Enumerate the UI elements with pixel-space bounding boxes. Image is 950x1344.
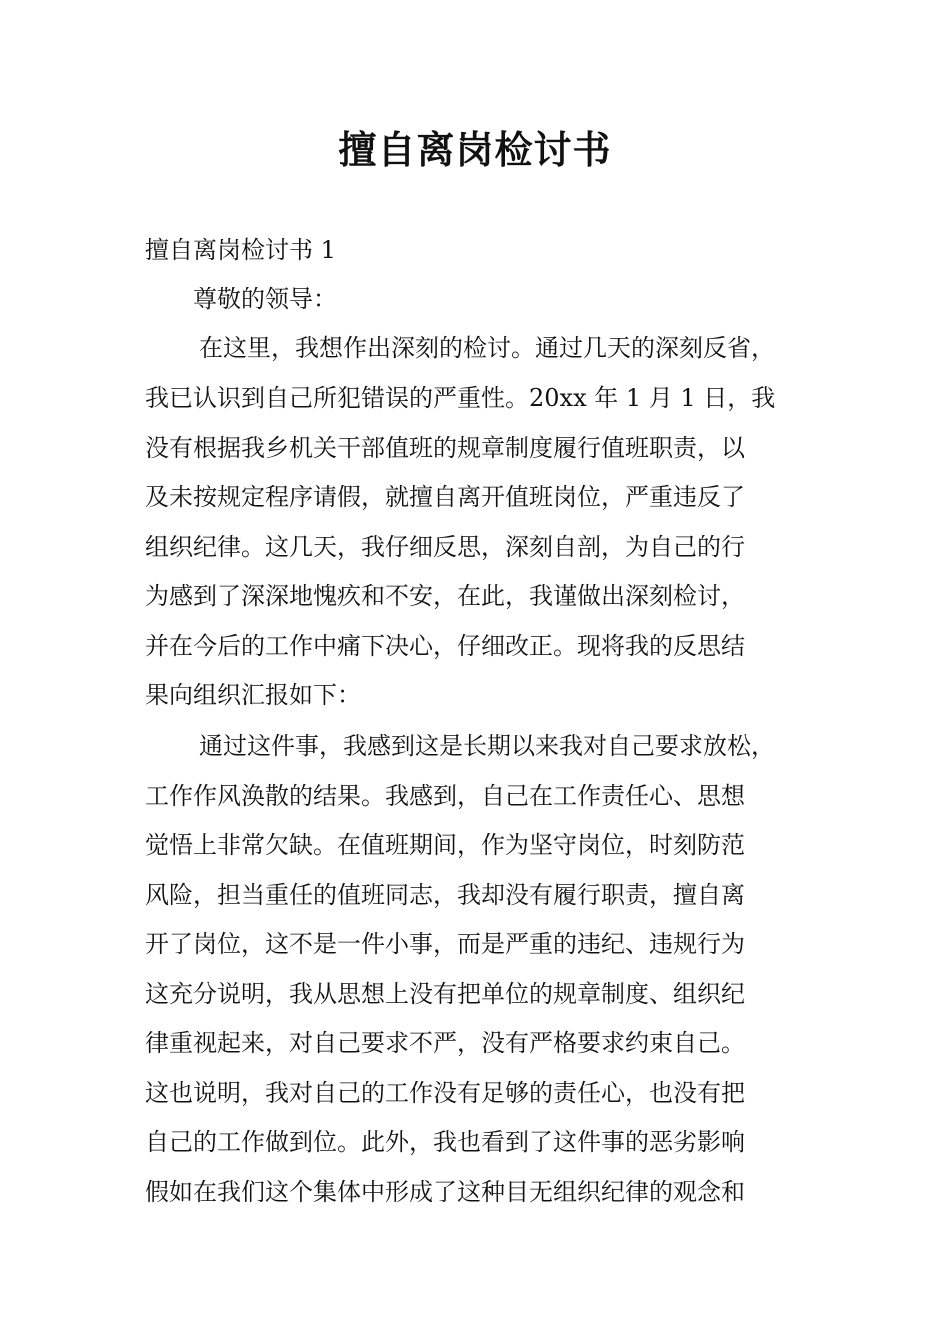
paragraph-line: 为感到了深深地愧疚和不安，在此，我谨做出深刻检讨， — [145, 582, 745, 610]
section-heading: 擅自离岗检讨书 1 — [145, 236, 336, 264]
salutation: 尊敬的领导： — [193, 285, 337, 313]
paragraph-line: 并在今后的工作中痛下决心，仔细改正。现将我的反思结 — [145, 632, 745, 660]
paragraph-line: 组织纪律。这几天，我仔细反思，深刻自剖，为自己的行 — [145, 533, 745, 561]
document-title: 擅自离岗检讨书 — [338, 128, 612, 172]
paragraph-line: 在这里，我想作出深刻的检讨。通过几天的深刻反省， — [199, 334, 775, 362]
paragraph-line: 觉悟上非常欠缺。在值班期间，作为坚守岗位，时刻防范 — [145, 831, 745, 859]
paragraph-line: 果向组织汇报如下： — [145, 681, 361, 709]
paragraph-line: 通过这件事，我感到这是长期以来我对自己要求放松， — [199, 732, 775, 760]
paragraph-line: 我已认识到自己所犯错误的严重性。20xx 年 1 月 1 日，我 — [145, 384, 776, 412]
paragraph-line: 没有根据我乡机关干部值班的规章制度履行值班职责，以 — [145, 434, 745, 462]
paragraph-line: 这也说明，我对自己的工作没有足够的责任心，也没有把 — [145, 1079, 745, 1107]
paragraph-line: 假如在我们这个集体中形成了这种目无组织纪律的观念和 — [145, 1178, 745, 1206]
paragraph-line: 自己的工作做到位。此外，我也看到了这件事的恶劣影响 — [145, 1128, 745, 1156]
paragraph-line: 律重视起来，对自己要求不严，没有严格要求约束自己。 — [145, 1029, 745, 1057]
paragraph-line: 这充分说明，我从思想上没有把单位的规章制度、组织纪 — [145, 980, 745, 1008]
paragraph-line: 开了岗位，这不是一件小事，而是严重的违纪、违规行为 — [145, 930, 745, 958]
paragraph-line: 及未按规定程序请假，就擅自离开值班岗位，严重违反了 — [145, 483, 745, 511]
paragraph-line: 工作作风涣散的结果。我感到，自己在工作责任心、思想 — [145, 782, 745, 810]
paragraph-line: 风险，担当重任的值班同志，我却没有履行职责，擅自离 — [145, 881, 745, 909]
